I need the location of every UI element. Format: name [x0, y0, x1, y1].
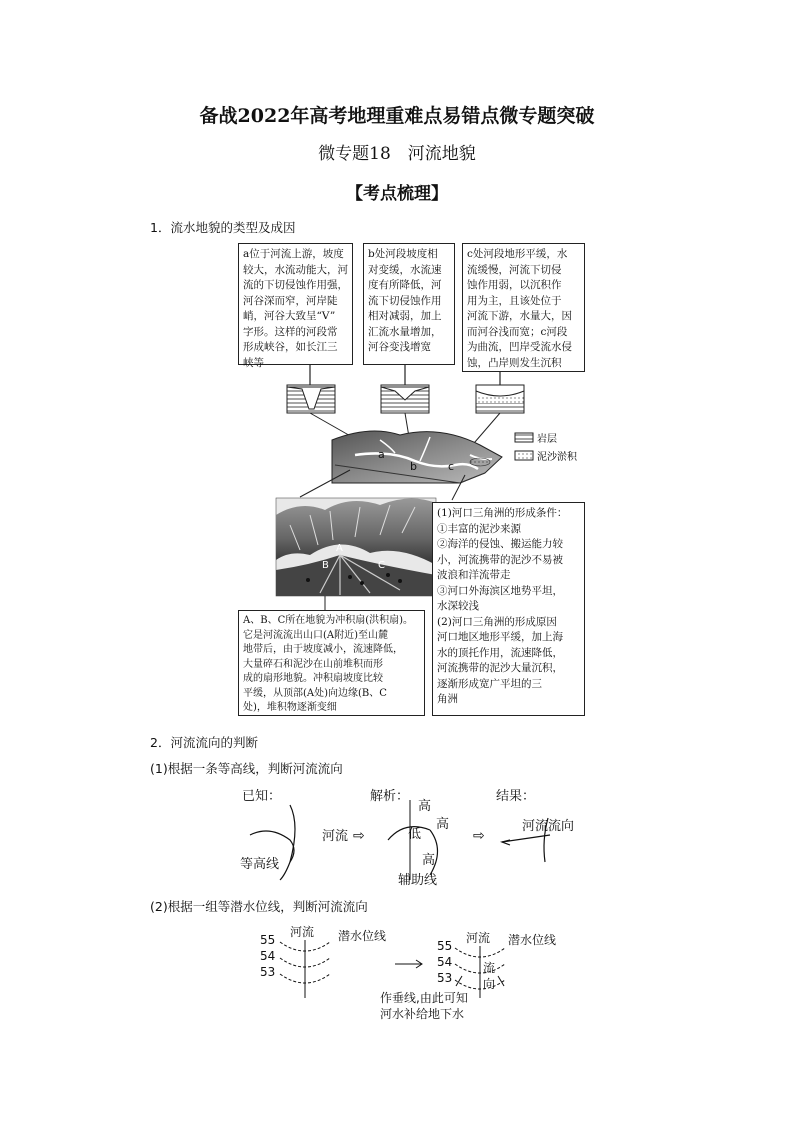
section2-sub2: (2)根据一组等潜水位线，判断河流流向: [150, 899, 368, 914]
map-label-b: b: [410, 460, 417, 473]
map-label-c: c: [448, 460, 455, 473]
box-b-line: 汇流水量增加，: [368, 325, 442, 338]
wt-label-right: 潜水位线: [508, 933, 557, 947]
wt-river-left: 河流: [290, 925, 315, 939]
alluvial-fan-image: [276, 498, 436, 596]
box-a-line: 流的下切侵蚀作用强，: [243, 279, 348, 291]
delta-line: (1)河口三角洲的形成条件：: [437, 507, 568, 519]
wt-label-left: 潜水位线: [338, 929, 387, 943]
box-a-line: 峭，河谷大致呈“V”: [243, 310, 336, 322]
wt-label-55-left: 55: [260, 933, 276, 947]
fan-line: 平缓，从顶部(A处)向边缘(B、C: [243, 687, 387, 699]
box-b-line: 流下切侵蚀作用: [368, 294, 442, 307]
label-low: 低: [408, 827, 422, 842]
fan-line: 地带后，由于坡度减小，流速降低，: [243, 644, 403, 655]
box-b-line: 相对减弱，加上: [368, 310, 442, 322]
arrow-1: ⇨: [353, 828, 365, 844]
box-a-line: 较大，水流动能大，河: [243, 263, 348, 276]
terrain-block: [332, 431, 502, 483]
box-b-line: 对变缓，水流速: [368, 263, 442, 276]
label-result: 结果：: [496, 789, 536, 804]
label-river-known: 河流: [322, 829, 349, 844]
delta-line: 逐渐形成宽广平坦的三: [437, 677, 542, 690]
wt-label-54-left: 54: [260, 949, 276, 963]
fan-line: 大量碎石和泥沙在山前堆积而形: [243, 658, 383, 670]
delta-line: 角洲: [437, 693, 458, 705]
wt-label-53-right: 53: [437, 971, 453, 985]
document-title: 备战2022年高考地理重难点易错点微专题突破: [199, 105, 595, 127]
fan-line: 成的扇形地貌。冲积扇坡度比较: [243, 673, 383, 684]
fan-line: 处)，堆积物逐渐变细: [243, 702, 337, 713]
box-a-line: 字形。这样的河段常: [243, 325, 338, 338]
box-c-line: 流缓慢，河流下切侵: [467, 263, 562, 276]
section2-sub1: (1)根据一条等高线，判断河流流向: [150, 761, 343, 776]
box-c-line: 蚀作用弱，以沉积作: [467, 279, 562, 291]
box-a-explanation: [238, 243, 353, 369]
cross-section-a: [287, 385, 335, 413]
arrow-2: ⇨: [473, 828, 485, 844]
box-c-line: c处河段地形平缓，水: [467, 248, 568, 260]
label-high-bottom: 高: [422, 853, 436, 868]
fan-label-a: A: [336, 543, 343, 554]
delta-line: ②海洋的侵蚀、搬运能力较: [437, 538, 563, 550]
box-a-line: 河谷深而窄，河岸陡: [243, 294, 338, 307]
section1-heading: 1．流水地貌的类型及成因: [150, 220, 296, 235]
label-high-right: 高: [436, 817, 450, 832]
wt-note-line2: 河水补给地下水: [380, 1007, 465, 1021]
box-a-line: 峡等: [243, 356, 264, 369]
fan-label-c: C: [378, 560, 385, 571]
wt-note-line1: 作垂线,由此可知: [380, 991, 468, 1005]
label-contour: 等高线: [240, 857, 280, 872]
section-heading: 【考点梳理】: [346, 184, 448, 204]
box-b-line: 度有所降低，河: [368, 279, 442, 291]
water-table-figure: [250, 920, 590, 1030]
fan-line: 它是河流流出山口(A附近)至山麓: [243, 629, 389, 641]
box-b-explanation: [363, 243, 455, 365]
label-flow-direction: 河流流向: [522, 819, 575, 834]
label-analysis: 解析：: [370, 789, 410, 804]
fan-line: A、B、C所在地貌为冲积扇(洪积扇)。: [243, 615, 414, 626]
legend-rock-label: 岩层: [537, 434, 557, 445]
box-c-line: 河流下游，水量大，因: [467, 310, 572, 322]
delta-line: 水深较浅: [437, 600, 479, 612]
delta-line: 水的顶托作用，流速降低，: [437, 646, 563, 659]
cross-section-b: [381, 385, 429, 413]
box-fan-explanation: [238, 610, 425, 716]
delta-line: 河流携带的泥沙大量沉积，: [437, 662, 563, 674]
box-c-line: 为曲流，凹岸受流水侵: [467, 341, 572, 353]
cross-section-c: [476, 385, 524, 413]
wt-label-54-right: 54: [437, 955, 453, 969]
box-c-line: 用为主，且该处位于: [467, 294, 562, 307]
box-c-line: 而河谷浅而宽；c河段: [467, 325, 568, 338]
box-a-line: 形成峡谷，如长江三: [243, 341, 338, 353]
wt-river-right: 河流: [466, 931, 491, 945]
wt-flow-char-1: 流: [483, 961, 496, 975]
box-c-line: 蚀，凸岸则发生沉积: [467, 356, 562, 369]
legend-sediment-label: 泥沙淤积: [537, 452, 577, 463]
delta-line: 小，河流携带的泥沙不易被: [437, 553, 563, 566]
box-a-line: a位于河流上游，坡度: [243, 248, 344, 260]
map-label-a: a: [378, 448, 385, 461]
contour-flow-figure: [230, 780, 600, 890]
delta-line: 波浪和洋流带走: [437, 569, 511, 581]
label-high-top: 高: [418, 799, 432, 814]
wt-label-53-left: 53: [260, 965, 276, 979]
section2-heading: 2．河流流向的判断: [150, 735, 258, 750]
box-b-line: b处河段坡度相: [368, 248, 438, 260]
wt-label-55-right: 55: [437, 939, 453, 953]
fan-label-b: B: [322, 560, 329, 571]
document-subtitle: 微专题18 河流地貌: [318, 144, 476, 164]
box-b-line: 河谷变浅增宽: [368, 341, 431, 353]
delta-line: ③河口外海滨区地势平坦，: [437, 584, 563, 597]
legend: [515, 432, 578, 463]
box-delta-explanation: [432, 502, 585, 716]
delta-line: 河口地区地形平缓，加上海: [437, 631, 563, 643]
label-aux-line: 辅助线: [398, 873, 438, 888]
delta-line: ①丰富的泥沙来源: [437, 522, 521, 535]
box-c-explanation: [462, 243, 585, 372]
delta-line: (2)河口三角洲的形成原因: [437, 615, 557, 628]
label-known: 已知：: [242, 789, 282, 804]
wt-flow-char-2: 向: [483, 977, 496, 991]
